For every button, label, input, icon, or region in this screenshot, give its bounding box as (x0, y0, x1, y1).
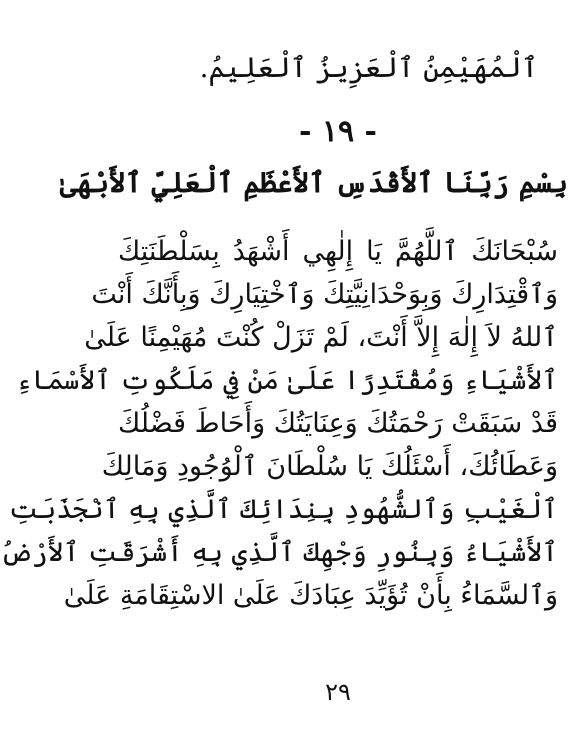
section-number: - ١٩ - (298, 114, 378, 149)
body-line: وَعَطَائُكَ، أَسْئَلُكَ يَا سُلْطَانَ ٱلْوُجُودِ وَمَالِكَ (101, 451, 558, 482)
page-number: ٢٩ (325, 678, 351, 706)
section-heading: بِسْمِ رَبِّنَا ٱلأَقْدَسِ ٱلأَعْظَمِ ٱلْعَلِيِّ ٱلأَبْهَىٰ (59, 166, 568, 199)
body-line: ٱللهُ لاَ إِلٰهَ إِلاَّ أَنْتَ، لَمْ تَزَلْ كُنْتَ مُهَيْمِنًا عَلَىٰ (84, 322, 558, 353)
body-line: ٱلأَشْيَاءِ وَمُقْتَدِرًا عَلَىٰ مَنْ فِي مَلَكُوتِ ٱلأَسْمَاءِ (16, 365, 558, 396)
body-line: وَٱقْتِدَارِكَ وَبِوَحْدَانِيَّتِكَ وَٱخْتِيَارِكَ وَبِأَنَّكَ أَنْتَ (91, 279, 558, 310)
body-line: ٱلْغَيْبِ وَٱلشُّهُودِ بِنِدَائِكَ ٱلَّذِي بِهِ ٱنْجَذَبَتِ (8, 494, 558, 525)
body-line: قَدْ سَبَقَتْ رَحْمَتُكَ وَعِنَايَتُكَ وَأَحَاطَ فَضْلُكَ (118, 408, 558, 439)
body-line: وَٱلسَّمَاءُ بِأَنْ تُؤَيِّدَ عِبَادَكَ عَلَىٰ الاسْتِقَامَةِ عَلَىٰ (63, 580, 558, 611)
body-line: ٱلأَشْيَاءُ وَبِنُورِ وَجْهِكَ ٱلَّذِي بِهِ أَشْرَقَتِ ٱلأَرْضُ (0, 537, 558, 568)
body-line: سُبْحَانَكَ ٱللَّهُمَّ يَا إِلٰهِي أَشْهَدُ بِسَلْطَنَتِكَ (118, 236, 558, 267)
closing-line: ٱلْمُهَيْمِنُ ٱلْعَزِيزُ ٱلْعَلِيمُ. (199, 51, 538, 84)
